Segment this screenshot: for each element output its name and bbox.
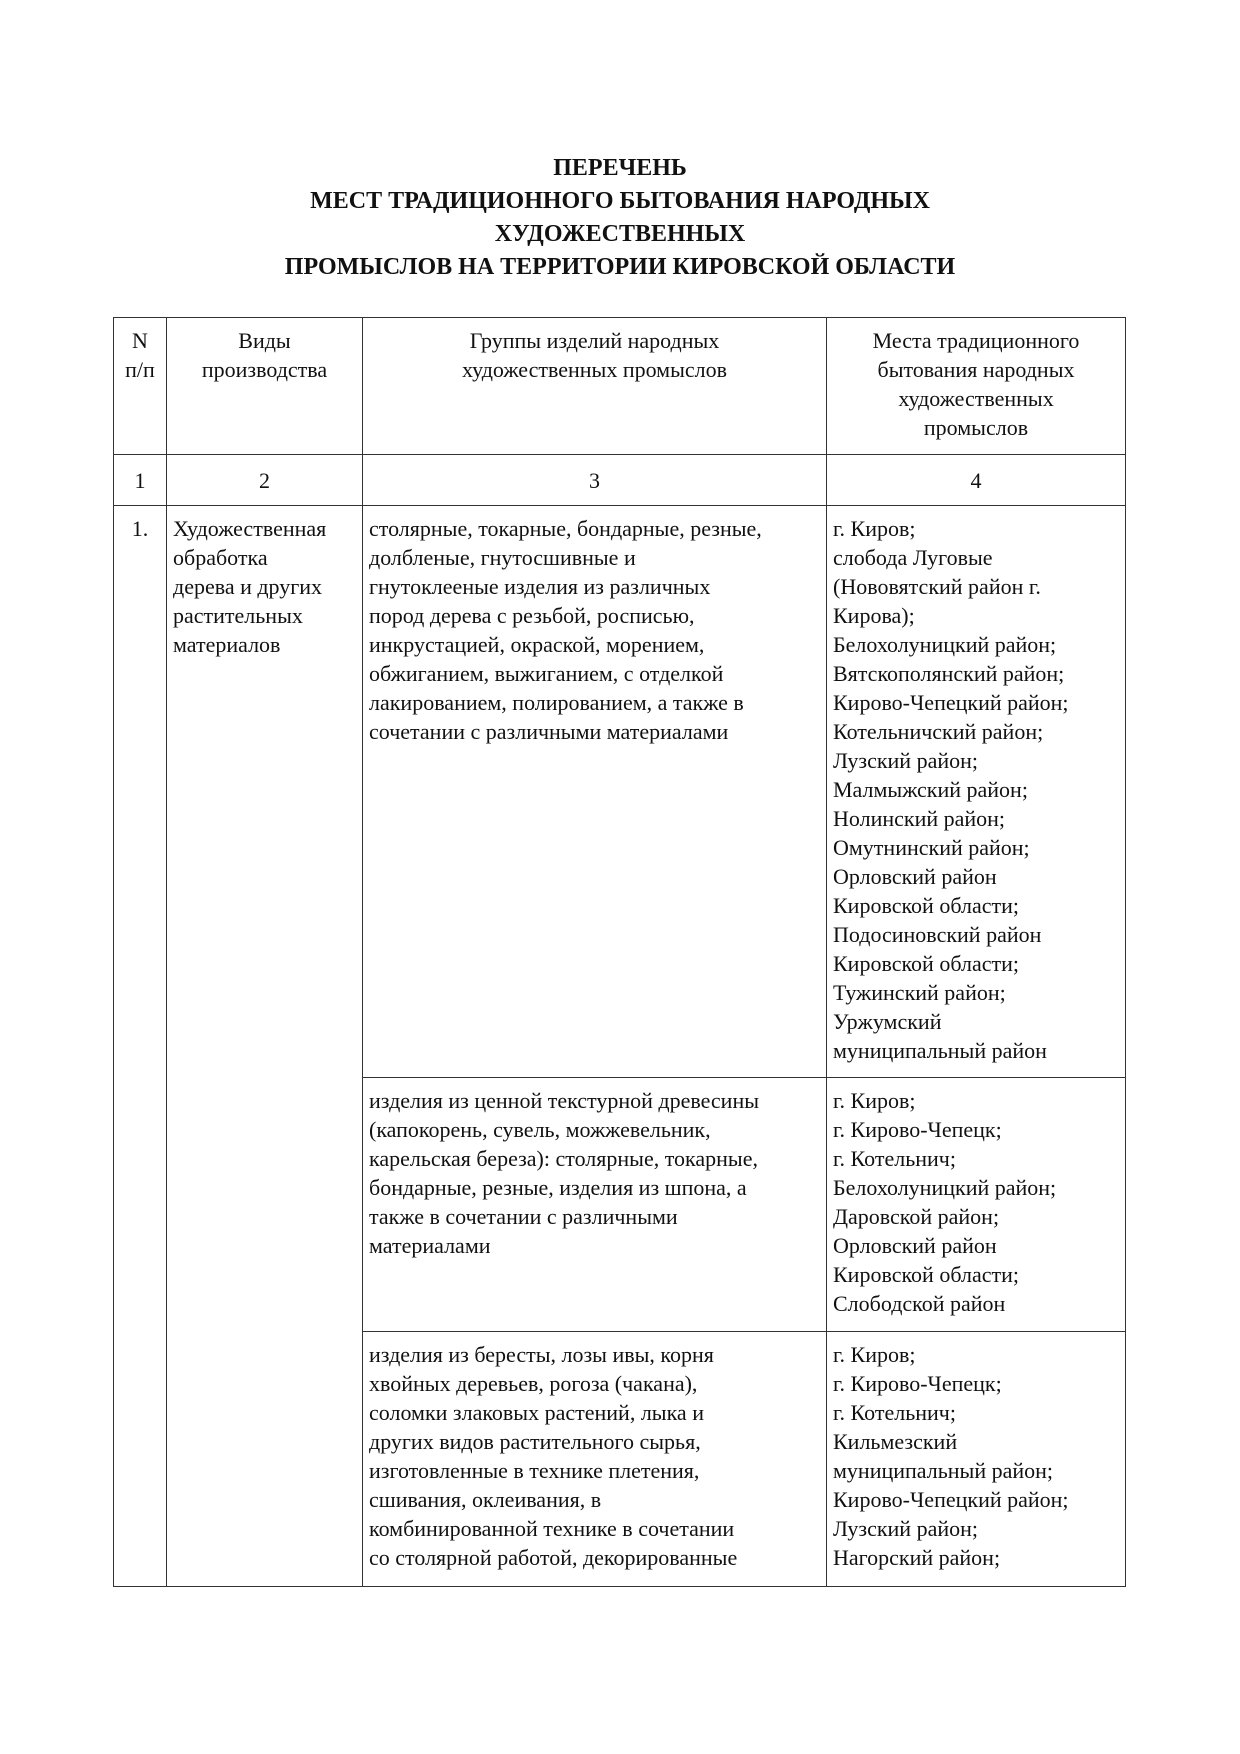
text-line: муниципальный район; bbox=[833, 1458, 1054, 1483]
text-line: пород дерева с резьбой, росписью, bbox=[369, 603, 695, 628]
text-line: других видов растительного сырья, bbox=[369, 1429, 701, 1454]
product-groups bbox=[363, 1332, 827, 1587]
text-line: Кирово-Чепецкий район; bbox=[833, 690, 1069, 715]
text-line: Лузский район; bbox=[833, 748, 978, 773]
text-line: бондарные, резные, изделия из шпона, а bbox=[369, 1175, 747, 1200]
text-line: гнутоклееные изделия из различных bbox=[369, 574, 711, 599]
text-line: МЕСТ ТРАДИЦИОННОГО БЫТОВАНИЯ НАРОДНЫХ bbox=[310, 188, 930, 214]
text-line: Художественная bbox=[173, 516, 327, 541]
text-line: ХУДОЖЕСТВЕННЫХ bbox=[494, 221, 746, 247]
places bbox=[827, 1332, 1126, 1587]
text-line: промыслов bbox=[923, 415, 1029, 440]
text-line: г. Котельнич; bbox=[833, 1400, 956, 1425]
product-groups bbox=[363, 1078, 827, 1332]
text-line: Нагорский район; bbox=[833, 1545, 1001, 1570]
text-line: карельская береза): столярные, токарные, bbox=[369, 1146, 758, 1171]
text-line: художественных промыслов bbox=[461, 357, 728, 382]
text-line: Слободской район bbox=[833, 1291, 1006, 1316]
text-line: Тужинский район; bbox=[833, 980, 1006, 1005]
text-line: Орловский район bbox=[833, 864, 997, 889]
text-line: столярные, токарные, бондарные, резные, bbox=[369, 516, 762, 541]
text-line: Кирово-Чепецкий район; bbox=[833, 1487, 1069, 1512]
text-line: Даровской район; bbox=[833, 1204, 1000, 1229]
text-line: материалов bbox=[173, 632, 281, 657]
text-line: Кирова); bbox=[833, 603, 915, 628]
production-type bbox=[167, 506, 363, 1587]
text-line: г. Киров; bbox=[833, 1342, 916, 1367]
text-line: также в сочетании с различными bbox=[369, 1204, 678, 1229]
text-line: изделия из бересты, лозы ивы, корня bbox=[369, 1342, 714, 1367]
text-line: Уржумский bbox=[833, 1009, 942, 1034]
header-product-groups bbox=[363, 318, 827, 455]
text-line: обжиганием, выжиганием, с отделкой bbox=[369, 661, 724, 686]
text-line: Вятскополянский район; bbox=[833, 661, 1065, 686]
text-line: комбинированной технике в сочетании bbox=[369, 1516, 735, 1541]
text-line: (Нововятский район г. bbox=[833, 574, 1041, 599]
header-production-type bbox=[167, 318, 363, 455]
text-line: Виды bbox=[238, 328, 291, 353]
header-row bbox=[114, 318, 1126, 455]
text-line: муниципальный район bbox=[833, 1038, 1047, 1063]
text-line: г. Кирово-Чепецк; bbox=[833, 1371, 1002, 1396]
table-row bbox=[114, 506, 1126, 1078]
text-line: Белохолуницкий район; bbox=[833, 1175, 1057, 1200]
text-line: г. Кирово-Чепецк; bbox=[833, 1117, 1002, 1142]
text-line: слобода Луговые bbox=[833, 545, 993, 570]
column-number: 4 bbox=[827, 455, 1126, 506]
product-groups bbox=[363, 506, 827, 1078]
text-line: сочетании с различными материалами bbox=[369, 719, 729, 744]
text-line: Котельничский район; bbox=[833, 719, 1044, 744]
text-line: изготовленные в технике плетения, bbox=[369, 1458, 700, 1483]
text-line: N bbox=[132, 328, 148, 353]
text-line: инкрустацией, окраской, морением, bbox=[369, 632, 705, 657]
header-number bbox=[114, 318, 167, 455]
text-line: Кировской области; bbox=[833, 893, 1019, 918]
text-line: художественных bbox=[898, 386, 1054, 411]
text-line: обработка bbox=[173, 545, 268, 570]
text-line: лакированием, полированием, а также в bbox=[369, 690, 744, 715]
text-line: Лузский район; bbox=[833, 1516, 978, 1541]
column-number: 1 bbox=[114, 455, 167, 506]
header-places bbox=[827, 318, 1126, 455]
text-line: производства bbox=[201, 357, 328, 382]
text-line: Группы изделий народных bbox=[469, 328, 720, 353]
text-line: г. Киров; bbox=[833, 1088, 916, 1113]
text-line: Места традиционного bbox=[872, 328, 1080, 353]
column-number-row bbox=[114, 455, 1126, 506]
text-line: долбленые, гнутосшивные и bbox=[369, 545, 636, 570]
column-number: 2 bbox=[167, 455, 363, 506]
text-line: изделия из ценной текстурной древесины bbox=[369, 1088, 759, 1113]
places bbox=[827, 506, 1126, 1078]
text-line: ПРОМЫСЛОВ НА ТЕРРИТОРИИ КИРОВСКОЙ ОБЛАСТИ bbox=[284, 254, 956, 280]
text-line: Кировской области; bbox=[833, 1262, 1019, 1287]
text-line: Омутнинский район; bbox=[833, 835, 1030, 860]
text-line: Малмыжский район; bbox=[833, 777, 1028, 802]
text-line: хвойных деревьев, рогоза (чакана), bbox=[369, 1371, 698, 1396]
text-line: растительных bbox=[173, 603, 303, 628]
text-line: со столярной работой, декорированные bbox=[369, 1545, 738, 1570]
column-number: 3 bbox=[363, 455, 827, 506]
document-title bbox=[0, 152, 1240, 284]
crafts-table bbox=[113, 317, 1126, 1587]
text-line: г. Котельнич; bbox=[833, 1146, 956, 1171]
text-line: бытования народных bbox=[877, 357, 1075, 382]
text-line: сшивания, оклеивания, в bbox=[369, 1487, 602, 1512]
text-line: материалами bbox=[369, 1233, 491, 1258]
text-line: ПЕРЕЧЕНЬ bbox=[553, 155, 687, 181]
text-line: Кировской области; bbox=[833, 951, 1019, 976]
text-line: Подосиновский район bbox=[833, 922, 1042, 947]
places bbox=[827, 1078, 1126, 1332]
text-line: (капокорень, сувель, можжевельник, bbox=[369, 1117, 711, 1142]
row-number: 1. bbox=[114, 506, 167, 1587]
text-line: Кильмезский bbox=[833, 1429, 958, 1454]
text-line: Белохолуницкий район; bbox=[833, 632, 1057, 657]
text-line: г. Киров; bbox=[833, 516, 916, 541]
text-line: Нолинский район; bbox=[833, 806, 1006, 831]
text-line: п/п bbox=[125, 357, 155, 382]
text-line: дерева и других bbox=[173, 574, 323, 599]
text-line: Орловский район bbox=[833, 1233, 997, 1258]
text-line: соломки злаковых растений, лыка и bbox=[369, 1400, 704, 1425]
